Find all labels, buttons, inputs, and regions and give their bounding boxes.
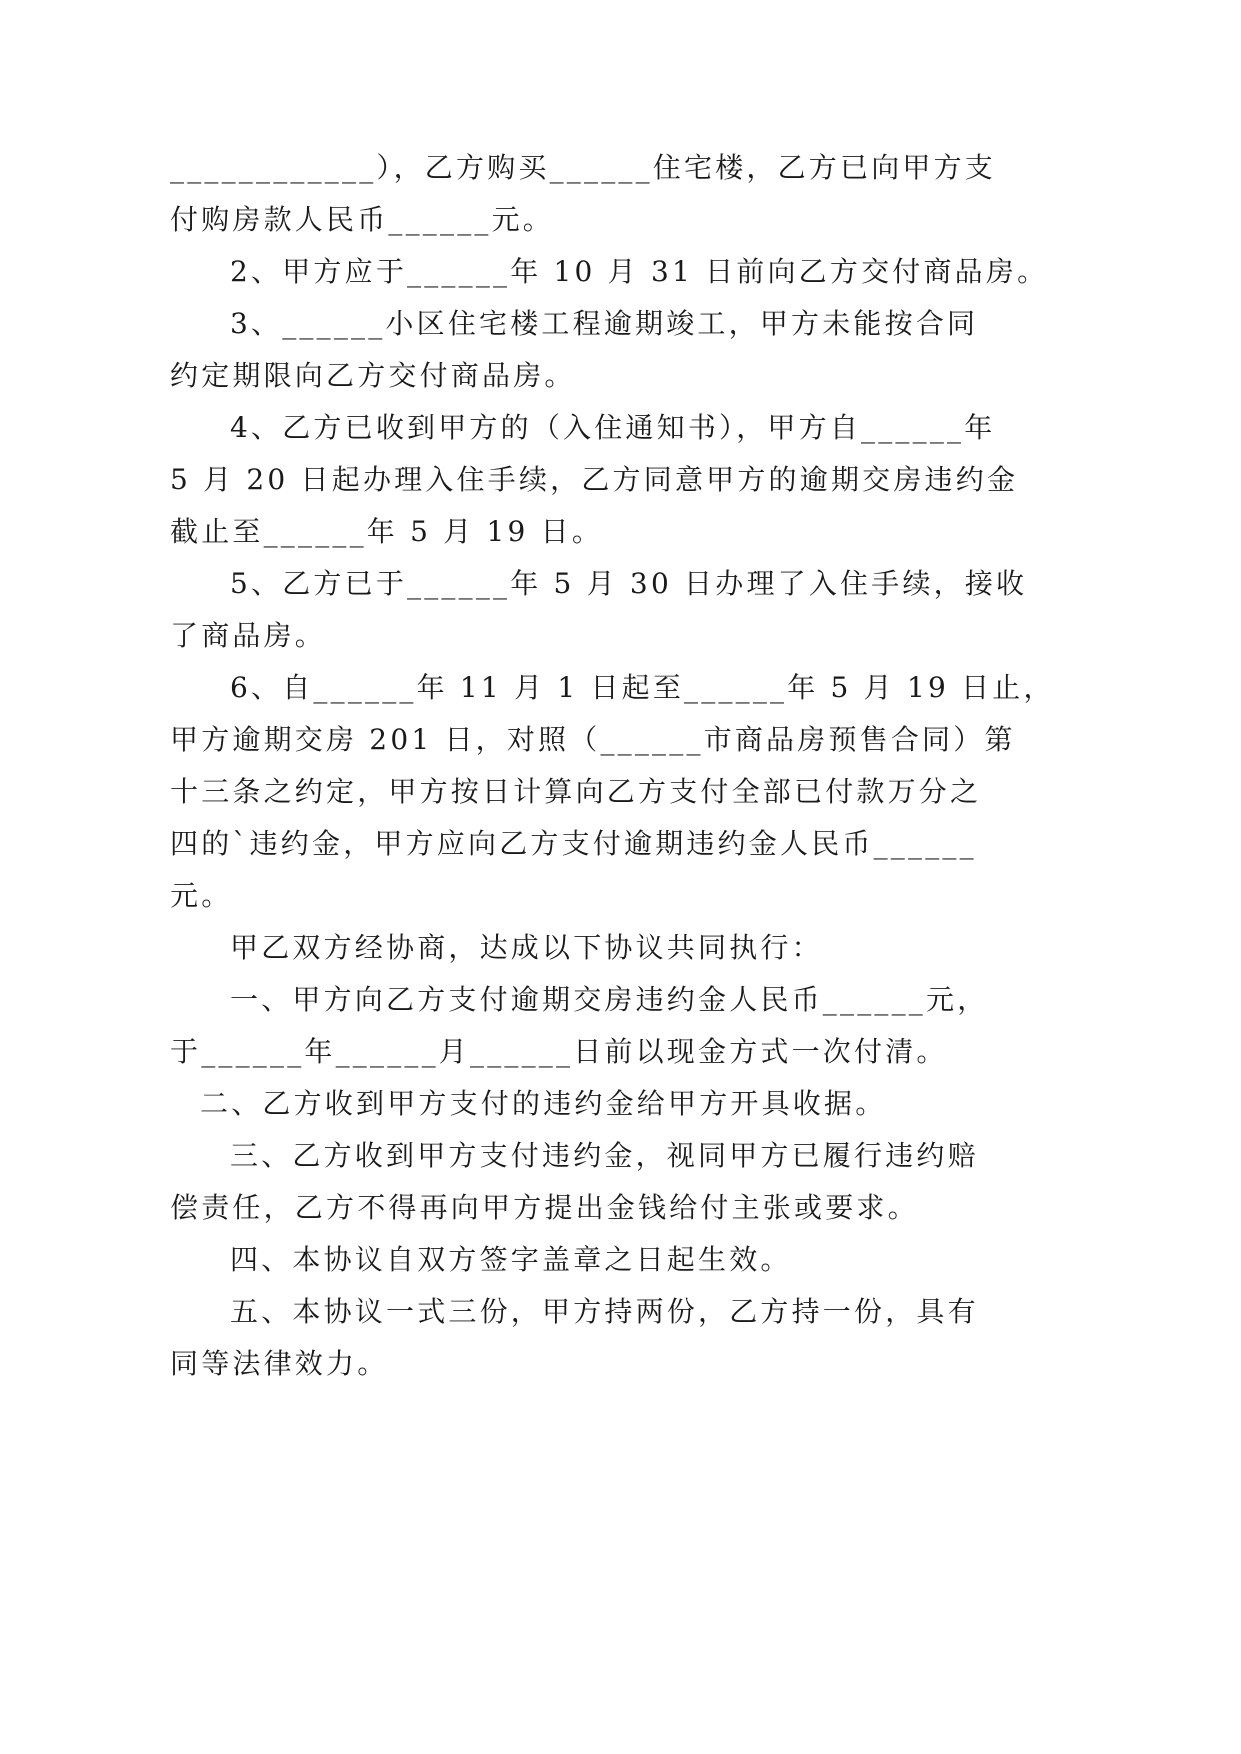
text-line: 同等法律效力。 <box>170 1347 389 1380</box>
text-line: 甲方逾期交房 201 日，对照（______市商品房预售合同）第 <box>170 723 1016 756</box>
text-line: 截止至______年 5 月 19 日。 <box>170 515 604 548</box>
text-line: 四、本协议自双方签字盖章之日起生效。 <box>230 1243 792 1276</box>
text-line: 三、乙方收到甲方支付违约金，视同甲方已履行违约赔 <box>230 1139 979 1172</box>
text-line: 元。 <box>170 879 233 912</box>
text-line: 5 月 20 日起办理入住手续，乙方同意甲方的逾期交房违约金 <box>170 463 1019 496</box>
text-line: 了商品房。 <box>170 619 327 652</box>
text-line: 6、自______年 11 月 1 日起至______年 5 月 19 日止， <box>230 671 1055 704</box>
text-line: ____________），乙方购买______住宅楼，乙方已向甲方支 <box>170 151 997 184</box>
text-line: 2、甲方应于______年 10 月 31 日前向乙方交付商品房。 <box>230 255 1049 288</box>
text-line: 二、乙方收到甲方支付的违约金给甲方开具收据。 <box>200 1087 887 1120</box>
text-line: 5、乙方已于______年 5 月 30 日办理了入住手续，接收 <box>230 567 1028 600</box>
text-line: 3、______小区住宅楼工程逾期竣工，甲方未能按合同 <box>230 307 979 340</box>
text-line: 甲乙双方经协商，达成以下协议共同执行： <box>230 931 823 964</box>
text-line: 四的`违约金，甲方应向乙方支付逾期违约金人民币______ <box>170 827 977 860</box>
text-line: 4、乙方已收到甲方的（入住通知书），甲方自______年 <box>230 411 996 444</box>
text-line: 十三条之约定，甲方按日计算向乙方支付全部已付款万分之 <box>170 775 982 808</box>
text-line: 一、甲方向乙方支付逾期交房违约金人民币______元， <box>230 983 989 1016</box>
text-line: 付购房款人民币______元。 <box>170 203 555 236</box>
text-line: 偿责任，乙方不得再向甲方提出金钱给付主张或要求。 <box>170 1191 919 1224</box>
text-line: 约定期限向乙方交付商品房。 <box>170 359 576 392</box>
text-line: 于______年______月______日前以现金方式一次付清。 <box>170 1035 948 1068</box>
text-line: 五、本协议一式三份，甲方持两份，乙方持一份，具有 <box>230 1295 979 1328</box>
